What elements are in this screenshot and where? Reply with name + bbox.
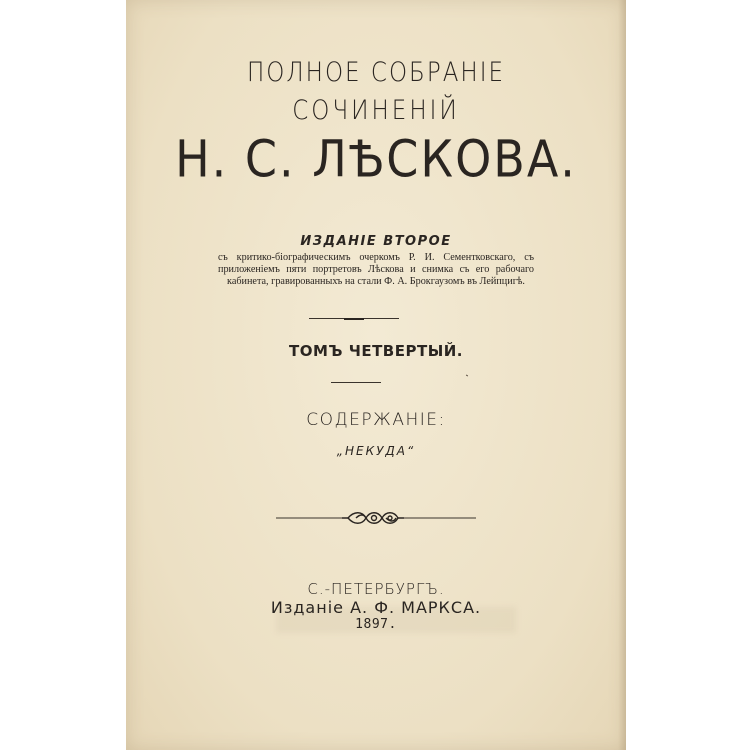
paper-speck	[466, 375, 468, 377]
divider-rule-middle	[331, 382, 381, 383]
contents-label: СОДЕРЖАНІЕ:	[306, 410, 446, 430]
imprint-city: С.-ПЕТЕРБУРГЪ.	[307, 580, 445, 598]
collection-title-line1: ПОЛНОЕ СОБРАНІЕ	[246, 58, 506, 88]
title-page	[126, 0, 626, 750]
imprint-publisher: Изданіе А. Ф. МАРКСА.	[270, 598, 482, 617]
divider-dash-top	[344, 318, 364, 320]
volume-label: ТОМЪ ЧЕТВЕРТЫЙ.	[288, 342, 464, 360]
author-name: Н. С. ЛѢСКОВА.	[175, 129, 577, 189]
edition-description: съ критико-біографическимъ очеркомъ Р. И. Сементковскаго, съ приложеніемъ пяти портретовъ Лѣскова и снимка съ его рабочаго кабинета, гравированныхъ на стали Ф. А. Брокгаузомъ въ Лейпцигѣ.	[218, 252, 534, 287]
collection-title-line2: СОЧИНЕНІЙ	[292, 96, 460, 126]
imprint-year: 1897.	[355, 617, 397, 632]
decorative-knot-ornament-icon	[276, 508, 476, 528]
contents-title: „НЕКУДА“	[336, 444, 416, 458]
edition-label: ИЗДАНІЕ ВТОРОЕ	[300, 234, 452, 249]
